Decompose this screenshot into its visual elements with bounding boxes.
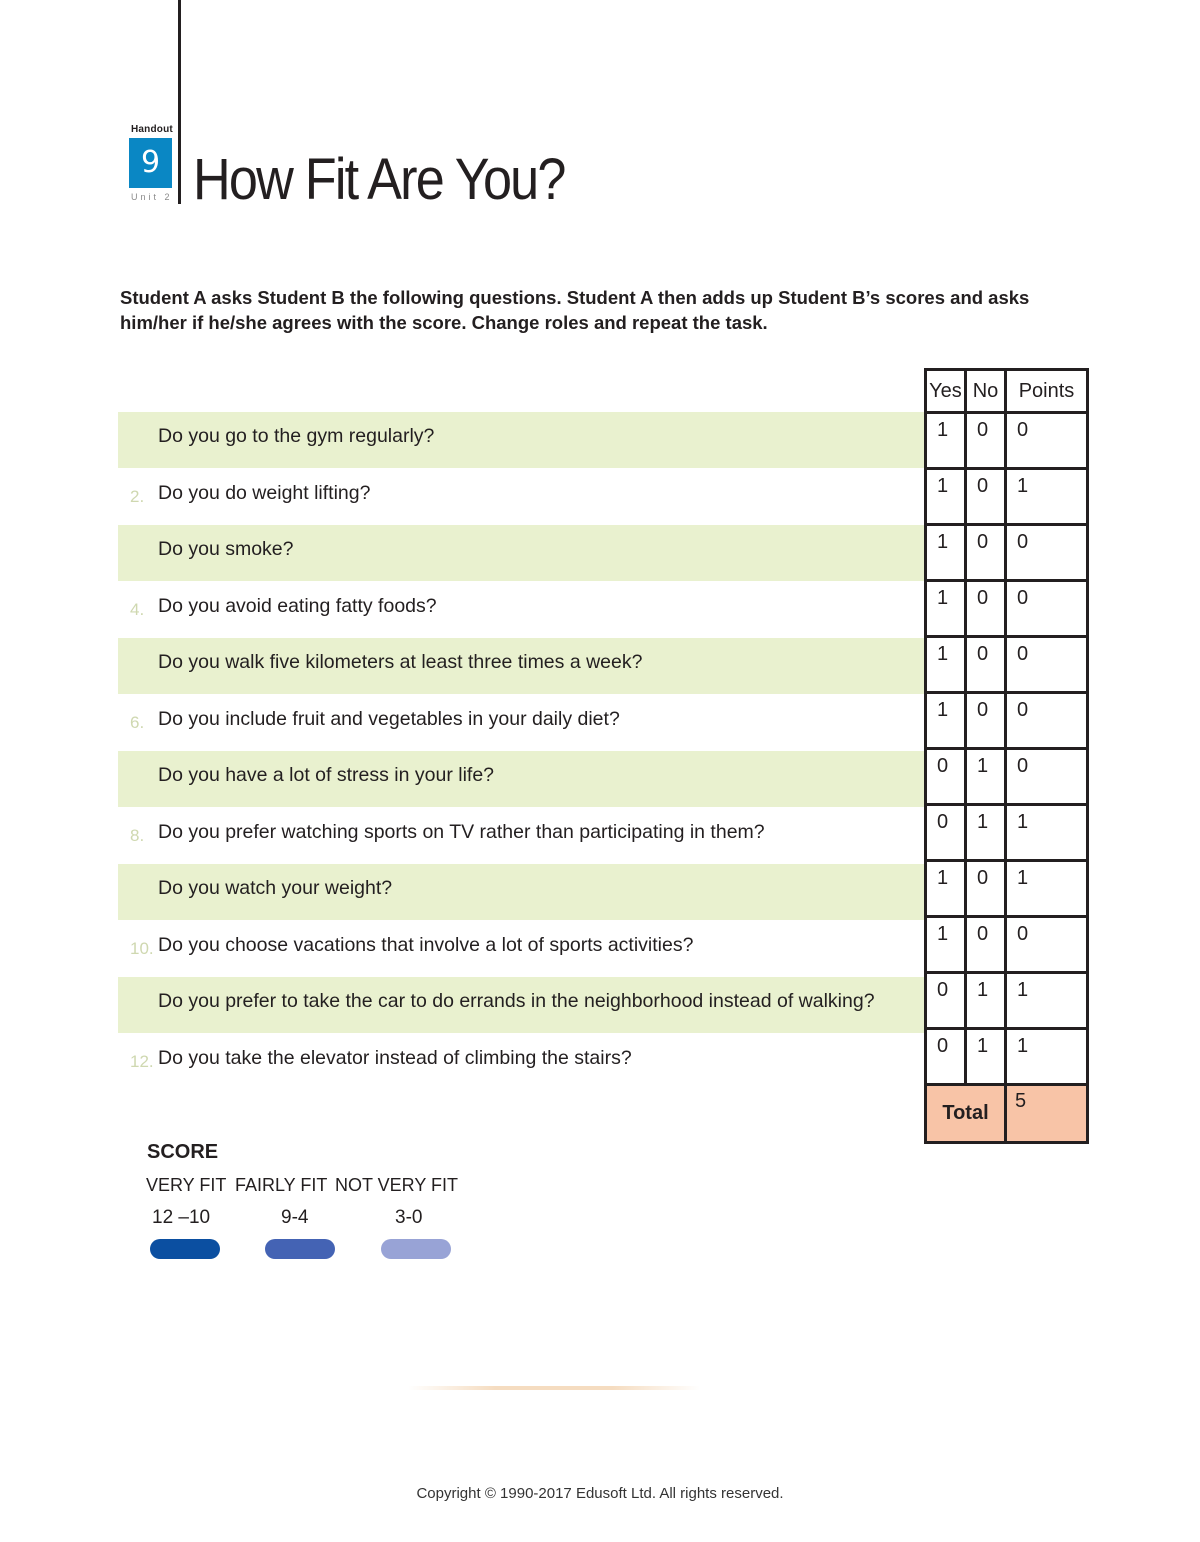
question-text: Do you smoke? <box>158 538 294 560</box>
question-number: 4. <box>130 599 145 619</box>
question-number: 6. <box>130 712 145 732</box>
total-value: 5 <box>1006 1085 1088 1143</box>
points-cell: 1 <box>1006 469 1088 525</box>
score-swatch-not-very-fit <box>381 1239 451 1259</box>
yes-cell: 1 <box>926 469 966 525</box>
question-text: Do you avoid eating fatty foods? <box>158 594 437 617</box>
yes-cell: 1 <box>926 693 966 749</box>
header-no: No <box>966 370 1006 413</box>
points-cell: 0 <box>1006 637 1088 693</box>
score-range-not-very-fit: 3-0 <box>395 1207 423 1228</box>
question-text: Do you watch your weight? <box>158 877 393 899</box>
points-cell: 0 <box>1006 749 1088 805</box>
yes-cell: 1 <box>926 413 966 469</box>
question-text: Do you do weight lifting? <box>158 481 371 504</box>
question-row <box>118 921 924 977</box>
no-cell: 0 <box>966 413 1006 469</box>
question-number: 2. <box>130 486 145 506</box>
question-row <box>118 638 924 694</box>
no-cell: 0 <box>966 525 1006 581</box>
yes-cell: 0 <box>926 805 966 861</box>
score-category-not-very-fit: NOT VERY FIT <box>335 1175 459 1195</box>
question-text: Do you have a lot of stress in your life? <box>158 764 495 786</box>
instructions-text: Student A asks Student B the following questions. Student A then adds up Student B’s scores and asks him/her if he/she agrees with the score. Change roles and repeat the task. <box>120 287 1030 333</box>
question-text: Do you choose vacations that involve a lot of sports activities? <box>158 933 694 956</box>
answer-table-header <box>926 370 1088 413</box>
yes-cell: 0 <box>926 973 966 1029</box>
no-cell: 0 <box>966 581 1006 637</box>
answer-row <box>926 805 1088 861</box>
no-cell: 0 <box>966 469 1006 525</box>
points-cell: 1 <box>1006 1029 1088 1085</box>
answer-row <box>926 693 1088 749</box>
answer-row <box>926 1029 1088 1085</box>
question-text: Do you walk five kilometers at least three times a week? <box>158 651 643 673</box>
answer-table <box>924 368 1089 1144</box>
points-cell: 0 <box>1006 525 1088 581</box>
yes-cell: 0 <box>926 1029 966 1085</box>
answer-row <box>926 469 1088 525</box>
header-yes: Yes <box>926 370 966 413</box>
score-category-very-fit: VERY FIT <box>146 1175 227 1195</box>
question-row <box>118 469 924 525</box>
question-text: Do you take the elevator instead of climbing the stairs? <box>158 1046 632 1069</box>
question-row <box>118 582 924 638</box>
page-title: How Fit Are You? <box>193 147 565 212</box>
score-range-fairly-fit: 9-4 <box>281 1207 309 1228</box>
question-text: Do you go to the gym regularly? <box>158 425 435 447</box>
total-label: Total <box>926 1085 1006 1143</box>
points-cell: 0 <box>1006 581 1088 637</box>
yes-cell: 1 <box>926 525 966 581</box>
points-cell: 0 <box>1006 917 1088 973</box>
question-text: Do you prefer watching sports on TV rather than participating in them? <box>158 820 765 843</box>
handout-label: Handout <box>131 124 173 135</box>
score-swatch-very-fit <box>150 1239 220 1259</box>
question-number: 10. <box>130 938 154 958</box>
answer-row <box>926 861 1088 917</box>
answer-row <box>926 413 1088 469</box>
score-swatch-fairly-fit <box>265 1239 335 1259</box>
points-cell: 1 <box>1006 861 1088 917</box>
footer-divider <box>408 1386 700 1390</box>
no-cell: 1 <box>966 973 1006 1029</box>
no-cell: 1 <box>966 1029 1006 1085</box>
no-cell: 0 <box>966 861 1006 917</box>
question-row <box>118 525 924 581</box>
question-row <box>118 864 924 920</box>
question-text: Do you prefer to take the car to do errands in the neighborhood instead of walking? <box>158 990 875 1012</box>
total-row <box>926 1085 1088 1143</box>
copyright-text: Copyright © 1990-2017 Edusoft Ltd. All rights reserved. <box>416 1485 784 1502</box>
question-row <box>118 808 924 864</box>
question-number: 8. <box>130 825 145 845</box>
question-row <box>118 1034 924 1090</box>
points-cell: 1 <box>1006 805 1088 861</box>
no-cell: 1 <box>966 805 1006 861</box>
score-category-fairly-fit: FAIRLY FIT <box>235 1175 328 1195</box>
question-text: Do you include fruit and vegetables in your daily diet? <box>158 707 620 730</box>
header-vertical-rule <box>178 0 181 204</box>
no-cell: 1 <box>966 749 1006 805</box>
yes-cell: 1 <box>926 637 966 693</box>
answer-row <box>926 973 1088 1029</box>
yes-cell: 1 <box>926 581 966 637</box>
answer-row <box>926 749 1088 805</box>
no-cell: 0 <box>966 637 1006 693</box>
question-row <box>118 977 924 1033</box>
no-cell: 0 <box>966 693 1006 749</box>
points-cell: 0 <box>1006 413 1088 469</box>
header-points: Points <box>1006 370 1088 413</box>
answer-row <box>926 581 1088 637</box>
yes-cell: 0 <box>926 749 966 805</box>
handout-number-badge: 9 <box>129 138 172 188</box>
question-row <box>118 751 924 807</box>
yes-cell: 1 <box>926 917 966 973</box>
score-range-very-fit: 12 –10 <box>152 1207 211 1228</box>
score-heading: SCORE <box>147 1141 219 1163</box>
question-row <box>118 412 924 468</box>
points-cell: 0 <box>1006 693 1088 749</box>
question-row <box>118 695 924 751</box>
unit-label: Unit 2 <box>131 192 173 202</box>
question-number: 12. <box>130 1051 154 1071</box>
answer-row <box>926 525 1088 581</box>
no-cell: 0 <box>966 917 1006 973</box>
answer-row <box>926 917 1088 973</box>
points-cell: 1 <box>1006 973 1088 1029</box>
answer-row <box>926 637 1088 693</box>
yes-cell: 1 <box>926 861 966 917</box>
